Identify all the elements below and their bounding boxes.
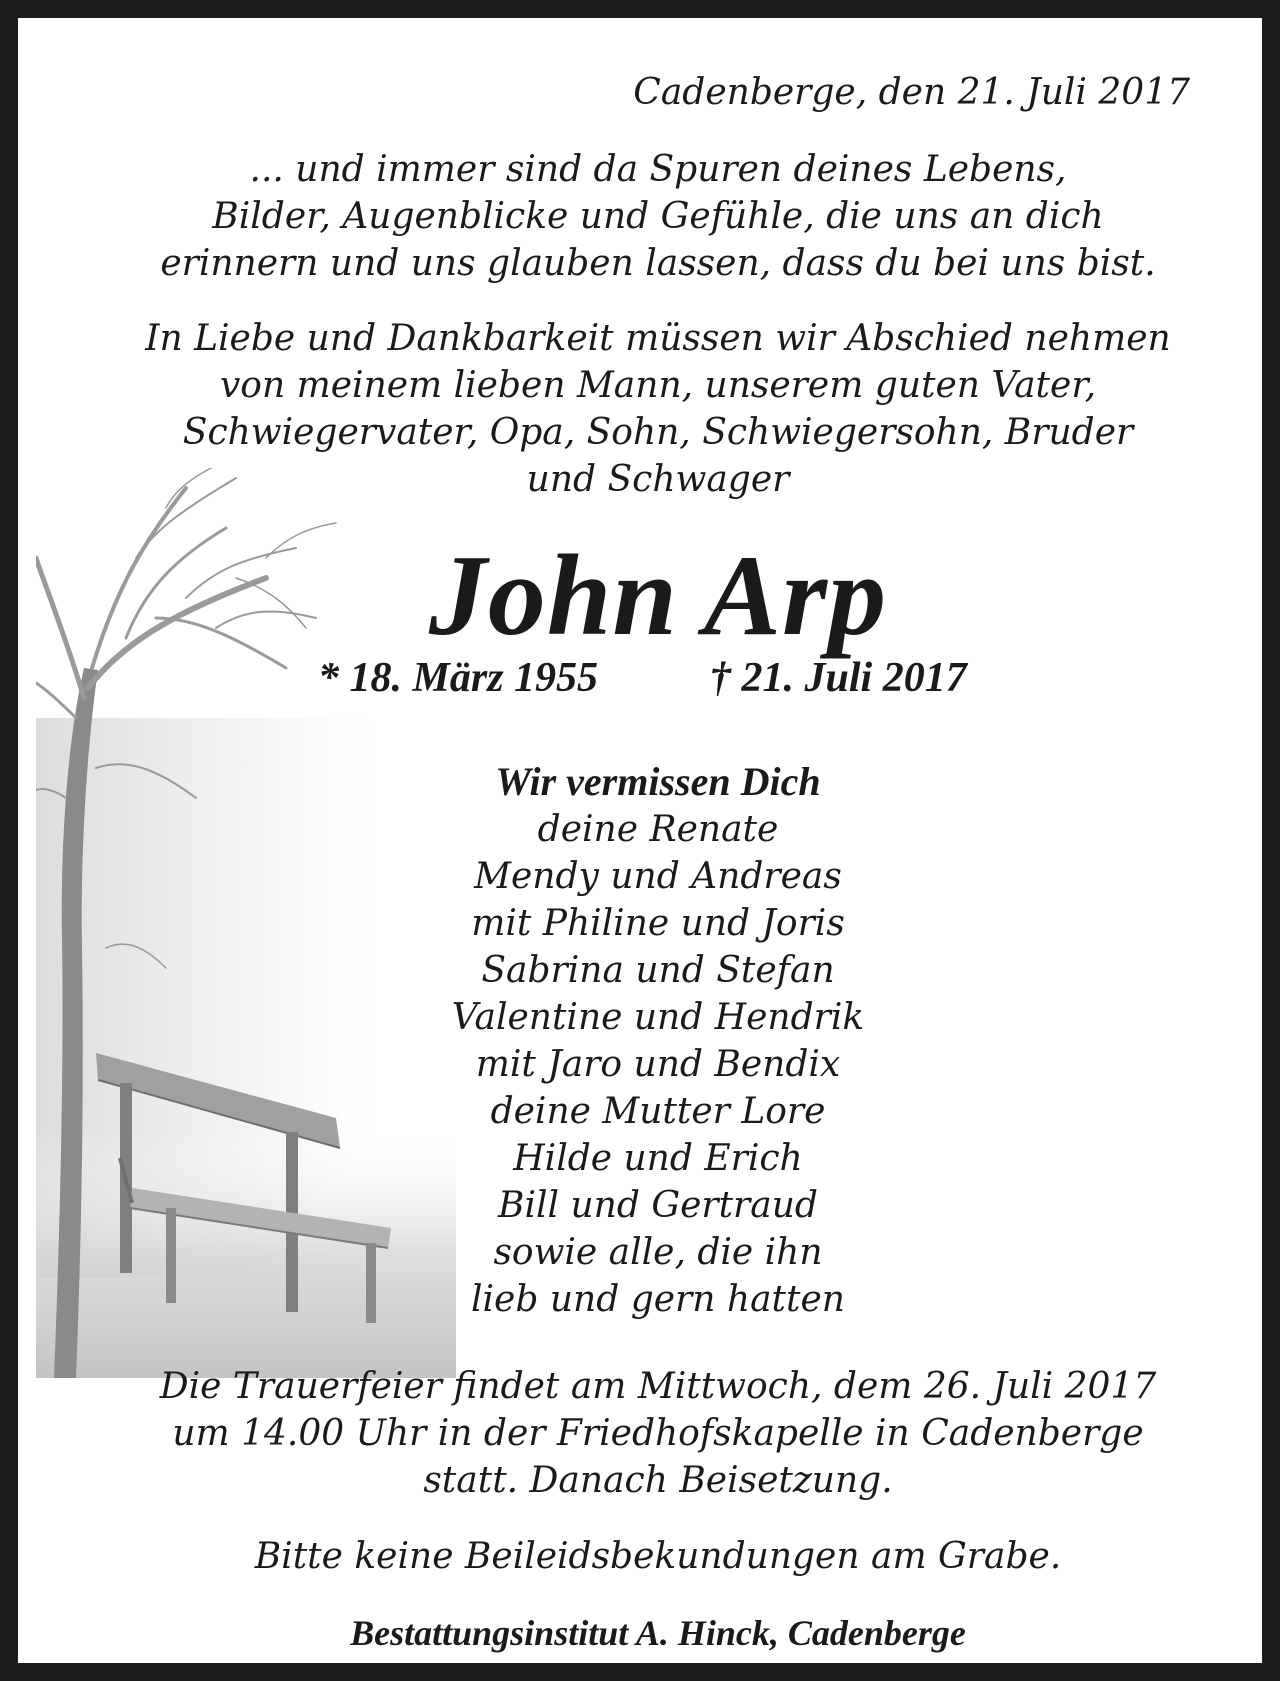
service-line-2: um 14.00 Uhr in der Friedhofskapelle in Cadenberge	[172, 1413, 1144, 1454]
intro-line-2: von meinem lieben Mann, unserem guten Vater,	[219, 365, 1097, 406]
quote-line-2: Bilder, Augenblicke und Gefühle, die uns an dich	[212, 196, 1104, 237]
quote-line-3: erinnern und uns glauben lassen, dass du bei uns bist.	[160, 243, 1156, 284]
death-date: † 21. Juli 2017	[710, 655, 967, 701]
mourner-line: lieb und gern hatten	[471, 1279, 845, 1320]
birth-date: * 18. März 1955	[318, 655, 599, 701]
mourner-line: Mendy und Andreas	[474, 856, 842, 897]
mourner-line: Hilde und Erich	[513, 1138, 803, 1179]
mourner-line: deine Renate	[537, 809, 779, 850]
intro-line-3: Schwiegervater, Opa, Sohn, Schwiegersohn, Bruder	[182, 412, 1134, 453]
mourner-line: mit Philine und Joris	[471, 903, 845, 944]
mourner-line: Valentine und Hendrik	[451, 997, 865, 1038]
mourner-line: deine Mutter Lore	[490, 1091, 826, 1132]
funeral-home: Bestattungsinstitut A. Hinck, Cadenberge	[350, 1613, 966, 1653]
mourners-heading: Wir vermissen Dich	[495, 759, 821, 804]
service-line-1: Die Trauerfeier findet am Mittwoch, dem 26. Juli 2017	[159, 1366, 1157, 1407]
deceased-name: John Arp	[428, 532, 888, 660]
mourner-line: Sabrina und Stefan	[481, 950, 835, 991]
intro-line-1: In Liebe und Dankbarkeit müssen wir Abschied nehmen	[145, 318, 1171, 359]
place-date: Cadenberge, den 21. Juli 2017	[633, 72, 1190, 113]
service-line-3: statt. Danach Beisetzung.	[423, 1460, 893, 1501]
intro-line-4: und Schwager	[526, 459, 790, 500]
mourner-line: Bill und Gertraud	[498, 1185, 818, 1226]
mourner-line: mit Jaro und Bendix	[475, 1044, 841, 1085]
condolence-request: Bitte keine Beileidsbekundungen am Grabe.	[254, 1536, 1062, 1577]
quote-line-1: ... und immer sind da Spuren deines Lebens,	[249, 149, 1067, 190]
obituary-content	[36, 36, 1280, 1681]
mourner-line: sowie alle, die ihn	[493, 1232, 823, 1273]
